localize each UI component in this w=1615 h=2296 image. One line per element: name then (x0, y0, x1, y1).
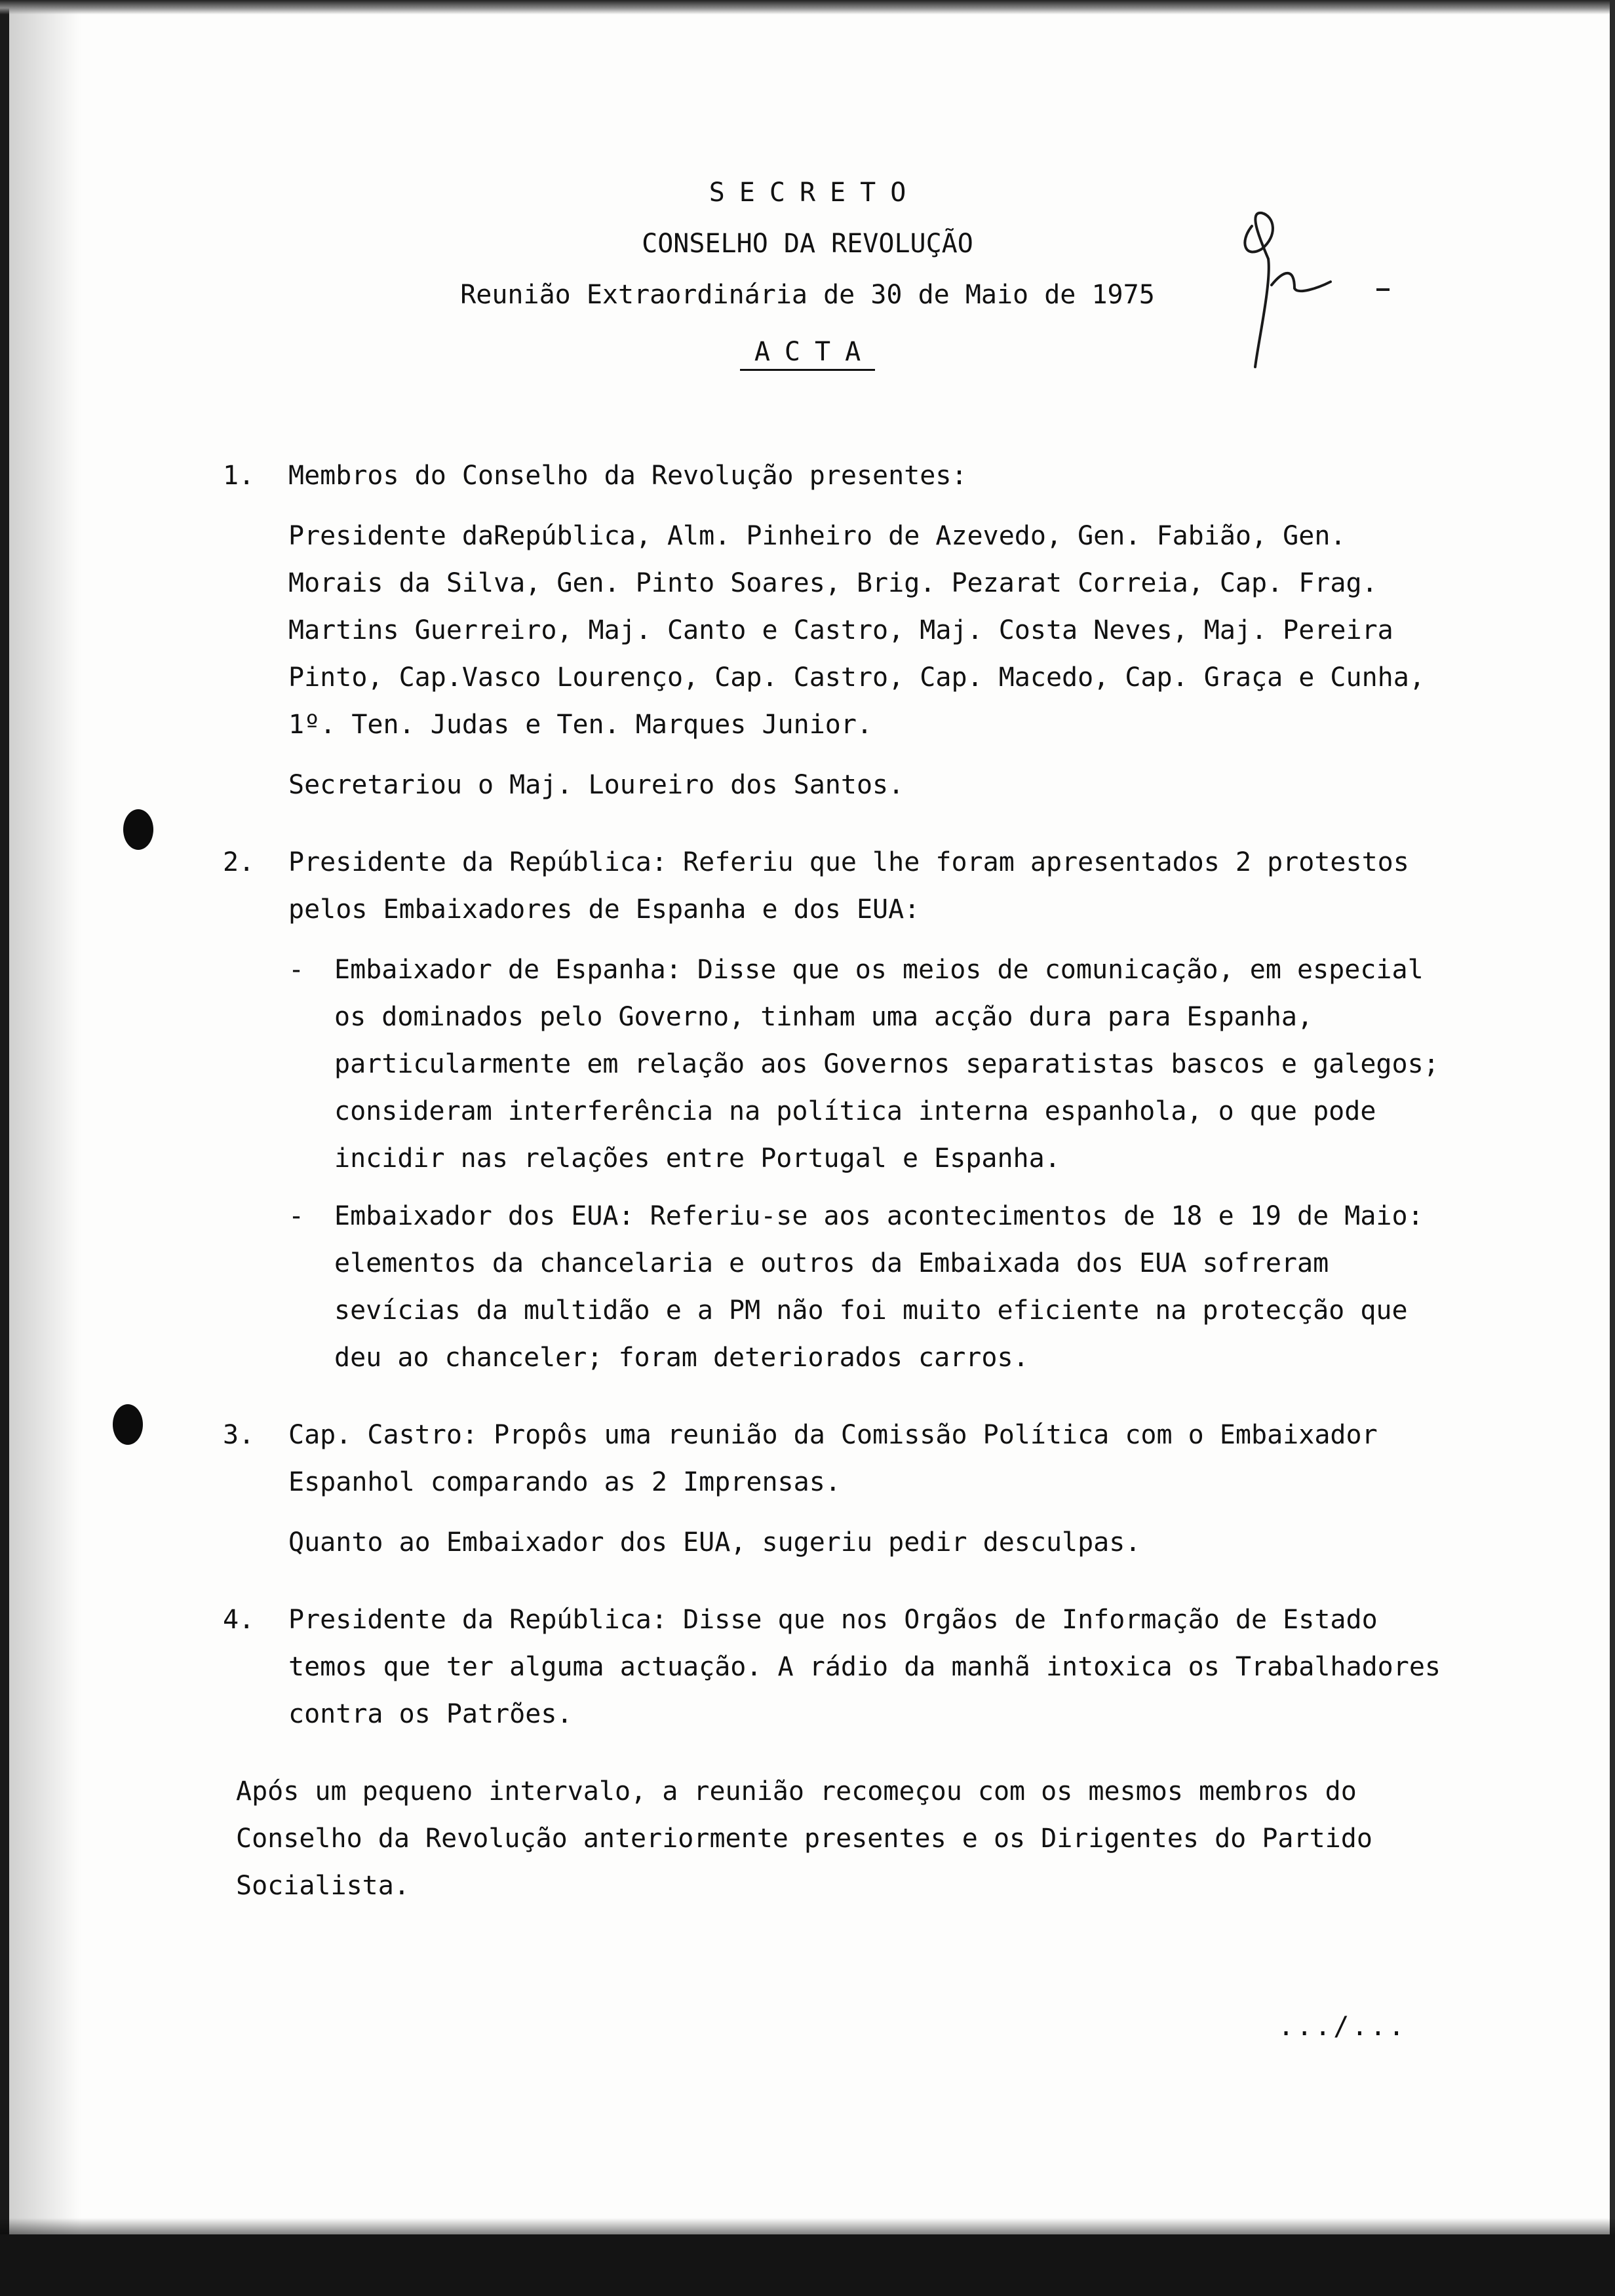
bullet-dash: - (288, 1201, 305, 1231)
minutes-body (223, 452, 1455, 1936)
bullet-text: Embaixador de Espanha: Disse que os meios de comunicação, em especial os dominados pelo Governo, tinham uma acção dura para Espanha, particularmente em relação aos Governos separatistas bascos e galegos; consideram interferência na política interna espanhola, o que pode incidir nas relações entre Portugal e Espanha. (334, 955, 1439, 1174)
bullet-item (288, 1193, 1455, 1381)
document-type-title: ACTA (740, 335, 875, 371)
punch-hole (123, 809, 153, 850)
item-number: 2. (223, 847, 255, 877)
meeting-title: Reunião Extraordinária de 30 de Maio de 1975 (460, 280, 1155, 310)
closing-paragraph: Após um pequeno intervalo, a reunião recomeçou com os mesmos membros do Conselho da Revolução anteriormente presentes e os Dirigentes do Partido Socialista. (236, 1776, 1372, 1901)
item-paragraph: Quanto ao Embaixador dos EUA, sugeriu pedir desculpas. (288, 1527, 1141, 1558)
bullet-text: Embaixador dos EUA: Referiu-se aos acontecimentos de 18 e 19 de Maio: elementos da chancelaria e outros da Embaixada dos EUA sofreram sevícias da multidão e a PM não foi muito eficiente na protecção que deu ao chanceler; foram deteriorados carros. (334, 1201, 1424, 1373)
scan-edge-bottom (0, 2234, 1615, 2296)
item-paragraph: Cap. Castro: Propôs uma reunião da Comissão Política com o Embaixador Espanhol comparando as 2 Imprensas. (288, 1420, 1378, 1497)
continuation-marker: .../... (1278, 2012, 1407, 2042)
classification-label: SECRETO (709, 178, 921, 208)
agenda-item (223, 452, 1455, 809)
agenda-item (223, 839, 1455, 1381)
attendees-list: Presidente daRepública, Alm. Pinheiro de Azevedo, Gen. Fabião, Gen. Morais da Silva, Gen. Pinto Soares, Brig. Pezarat Correia, Cap. Frag. Martins Guerreiro, Maj. Canto e Castro, Maj. Costa Neves, Maj. Pereira Pinto, Cap.Vasco Lourenço, Cap. Castro, Cap. Macedo, Cap. Graça e Cunha, 1º. Ten. Judas e Ten. Marques Junior. (288, 521, 1425, 740)
bullet-dash: - (288, 955, 305, 985)
agenda-item (223, 1411, 1455, 1566)
council-name: CONSELHO DA REVOLUÇÃO (642, 229, 973, 259)
scan-shadow-bottom (0, 2218, 1615, 2236)
item-number: 3. (223, 1420, 255, 1450)
bullet-item (288, 946, 1455, 1182)
item-paragraph: Presidente da República: Referiu que lhe foram apresentados 2 protestos pelos Embaixadores de Espanha e dos EUA: (288, 847, 1409, 925)
agenda-item (223, 1596, 1455, 1738)
scan-edge-top (0, 0, 1615, 14)
punch-hole (113, 1404, 143, 1445)
item-number: 1. (223, 461, 255, 491)
secretary-note: Secretariou o Maj. Loureiro dos Santos. (288, 770, 905, 800)
item-paragraph: Membros do Conselho da Revolução presentes: (288, 461, 967, 491)
item-number: 4. (223, 1605, 255, 1635)
handwritten-initials (1232, 197, 1403, 393)
item-paragraph: Presidente da República: Disse que nos Orgãos de Informação de Estado temos que ter alguma actuação. A rádio da manhã intoxica os Trabalhadores contra os Patrões. (288, 1605, 1441, 1729)
